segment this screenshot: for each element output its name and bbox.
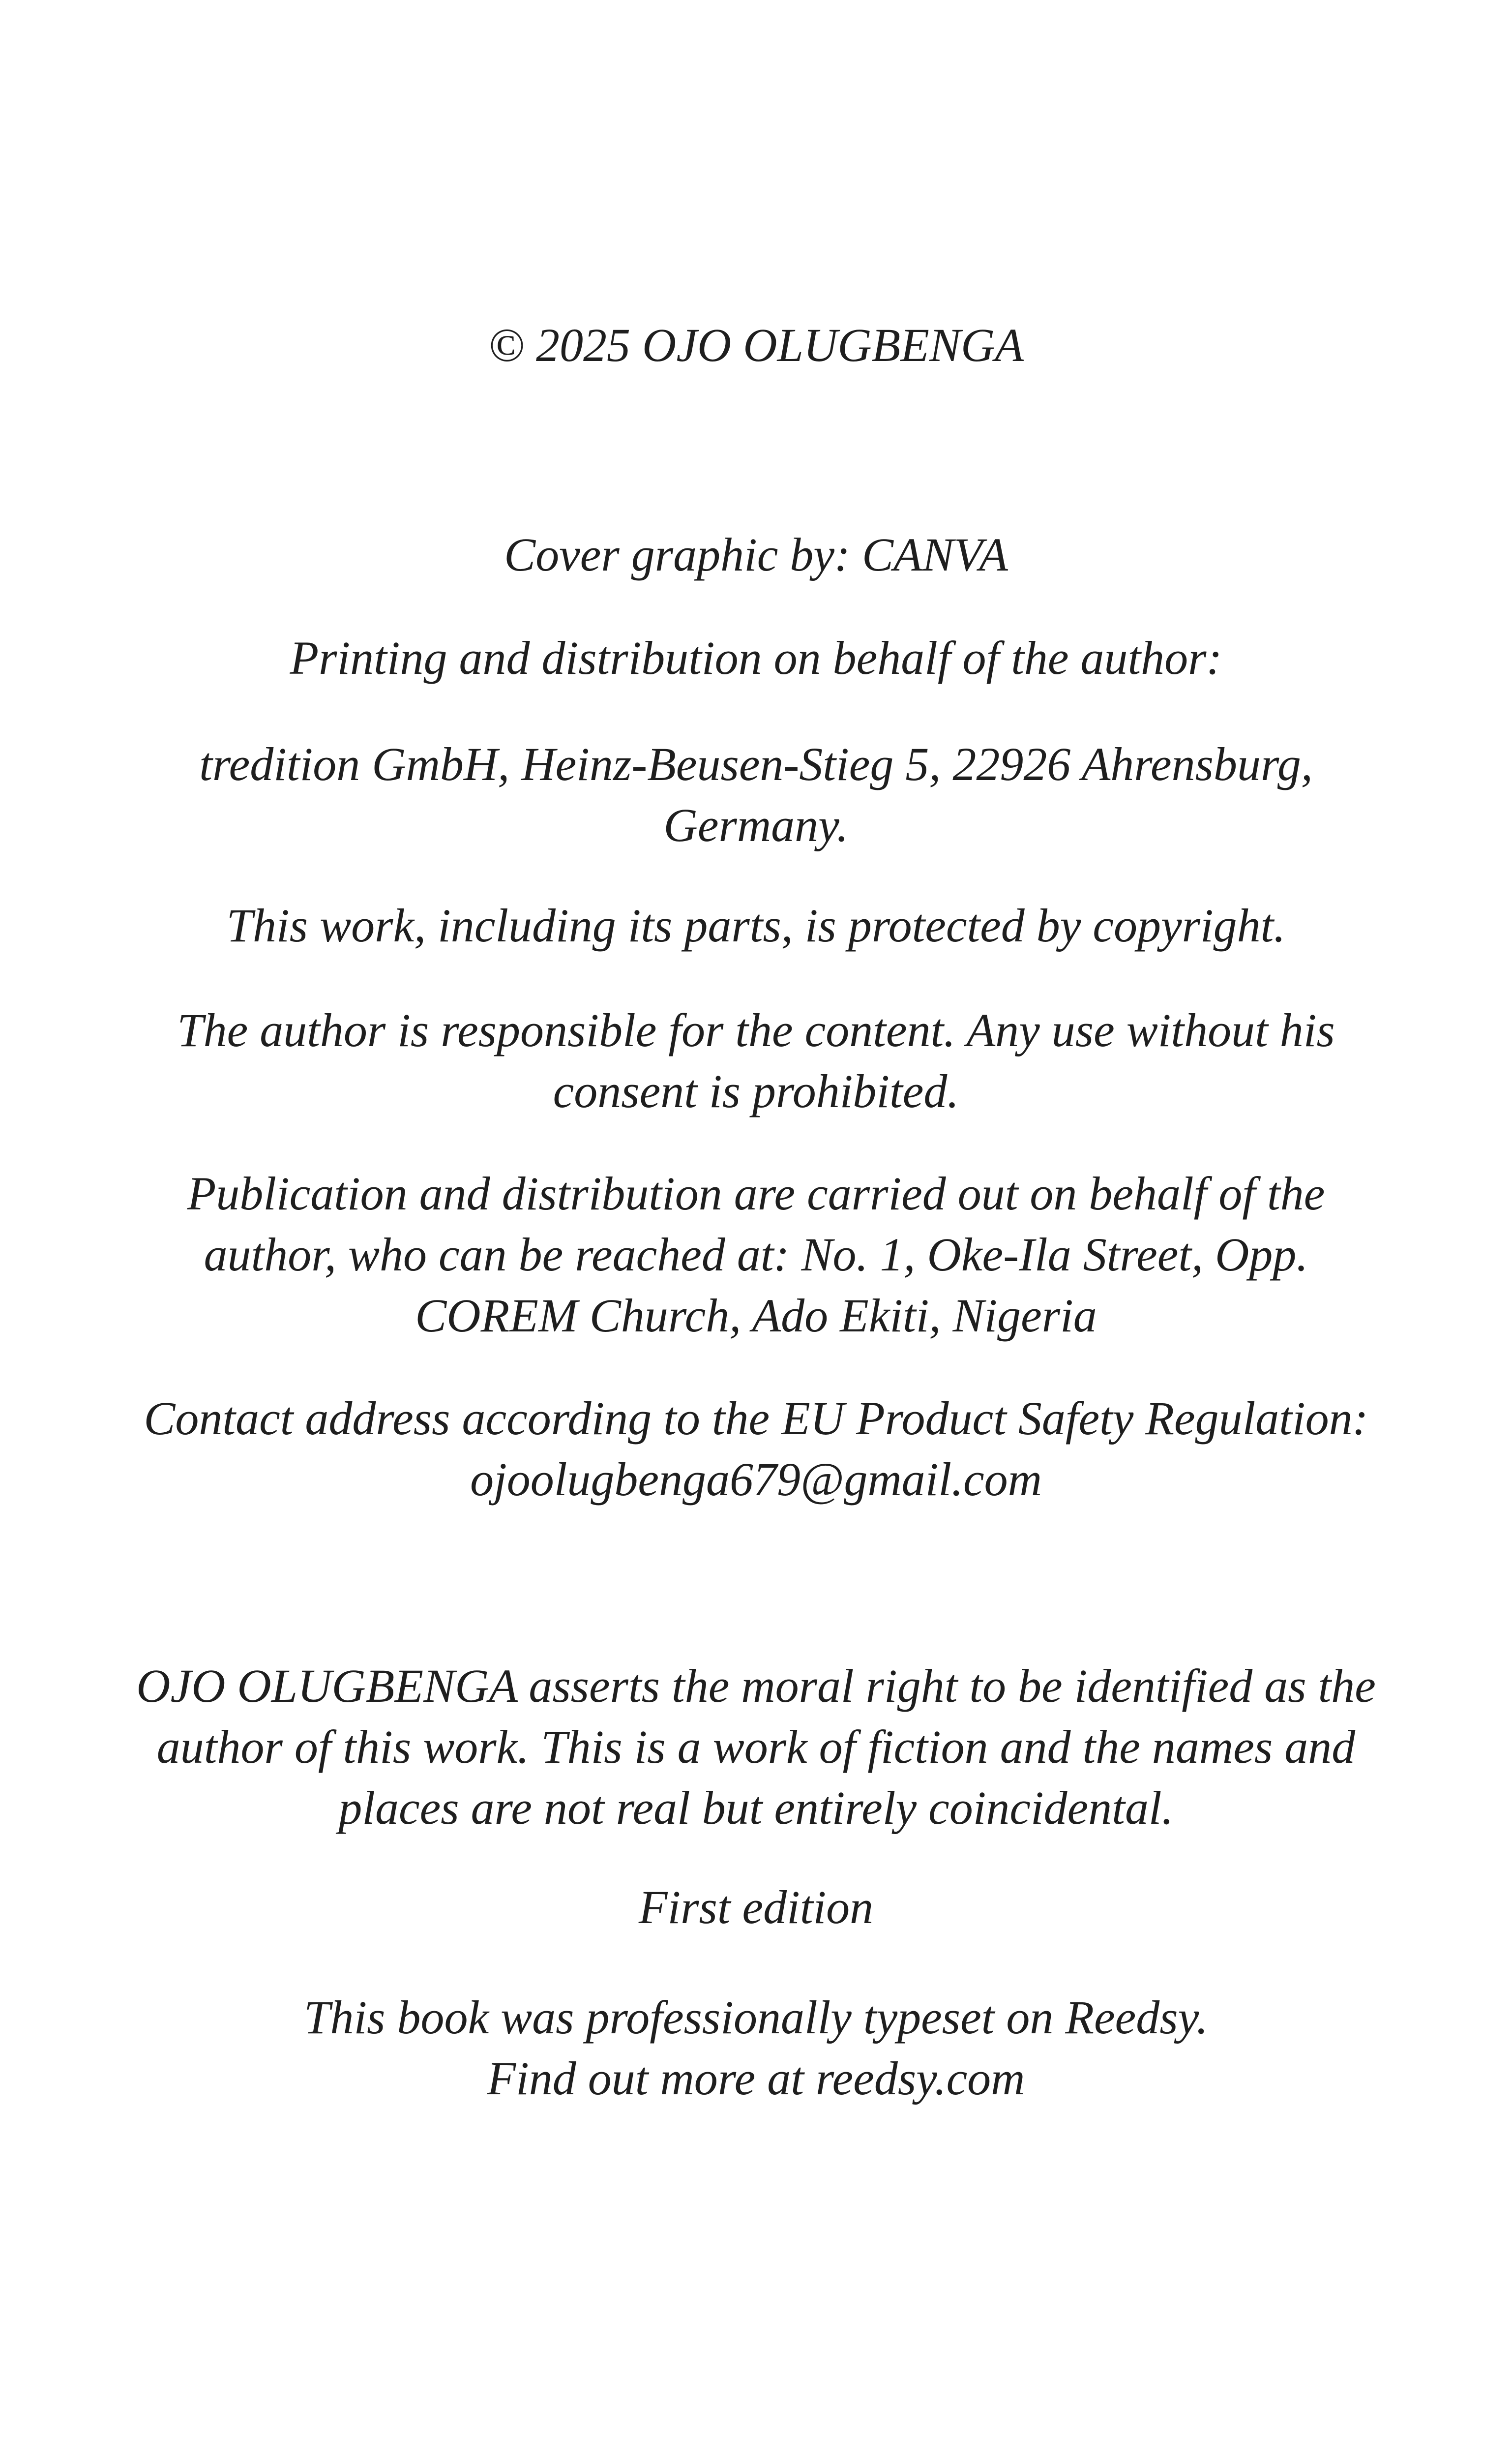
responsibility-notice [118,1000,1394,1122]
responsibility-line-2: consent is prohibited. [553,1065,959,1117]
printer-address-line-1: tredition GmbH, Heinz-Beusen-Stieg 5, 22926 Ahrensburg, [199,738,1313,790]
copyright-line: © 2025 OJO OLUGBENGA [488,319,1024,371]
printer-address-line-2: Germany. [663,799,849,851]
cover-credit-line: Cover graphic by: CANVA [504,528,1008,581]
typeset-line-2: Find out more at reedsy.com [487,2052,1025,2105]
moral-rights-line-2: author of this work. This is a work of fiction and the names and [156,1720,1356,1773]
typeset-line-1: This book was professionally typeset on Reedsy. [304,1991,1208,2044]
publication-notice [118,1163,1394,1346]
copyright-notice [118,315,1394,376]
moral-rights-notice [118,1656,1394,1839]
edition-notice [118,1877,1394,1938]
moral-rights-line-1: OJO OLUGBENGA asserts the moral right to be identified as the [136,1659,1376,1712]
responsibility-line-1: The author is responsible for the content. Any use without his [177,1004,1335,1056]
moral-rights-line-3: places are not real but entirely coincidental. [338,1781,1174,1834]
contact-line-1: Contact address according to the EU Product Safety Regulation: [144,1392,1368,1445]
copyright-protection-notice [118,895,1394,956]
typeset-notice [118,1987,1394,2109]
cover-credit [118,524,1394,585]
printer-address [118,734,1394,856]
contact-email: ojoolugbenga679@gmail.com [470,1453,1042,1506]
protection-line: This work, including its parts, is protected by copyright. [226,899,1286,952]
publication-line-1: Publication and distribution are carried out on behalf of the [187,1167,1325,1220]
publication-line-3: COREM Church, Ado Ekiti, Nigeria [415,1289,1097,1342]
printing-notice [118,628,1394,689]
publication-line-2: author, who can be reached at: No. 1, Oke-Ila Street, Opp. [204,1228,1308,1281]
printing-line: Printing and distribution on behalf of the author: [290,632,1222,684]
contact-notice [118,1388,1394,1510]
edition-line: First edition [638,1881,874,1933]
